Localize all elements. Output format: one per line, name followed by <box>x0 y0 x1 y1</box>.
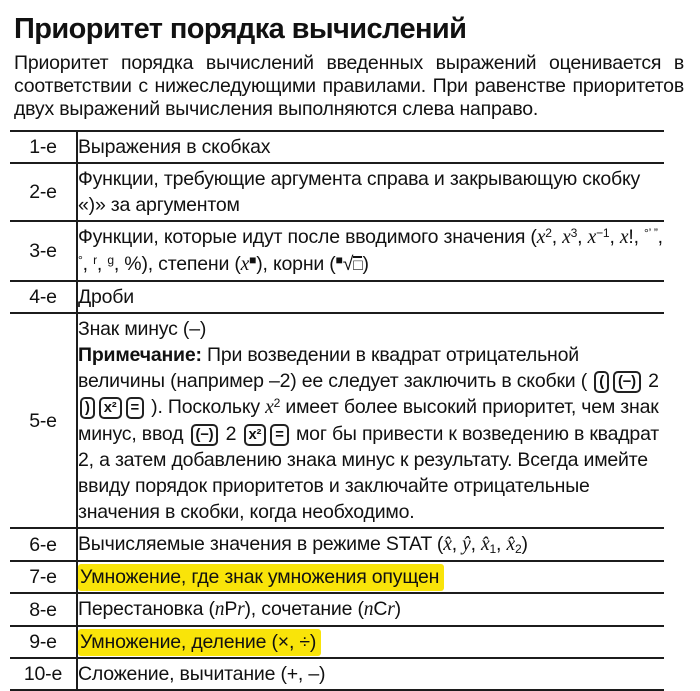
desc-cell <box>77 593 664 626</box>
table-row <box>10 281 664 313</box>
table-row <box>10 593 664 626</box>
rank-cell: 8-е <box>10 593 77 626</box>
calculator-key: ) <box>80 397 95 420</box>
rank-cell: 7-е <box>10 561 77 593</box>
desc-cell <box>77 626 664 658</box>
rank-cell: 6-е <box>10 528 77 561</box>
desc-cell <box>77 313 664 528</box>
rank-cell: 10-е <box>10 658 77 690</box>
rank-cell: 3-е <box>10 221 77 281</box>
desc-content: Выражения в скобках <box>78 136 271 158</box>
priority-table-body <box>10 131 664 690</box>
desc-cell <box>77 281 664 313</box>
intro-paragraph: Приоритет порядка вычислений введенных выражений оценивается в соответствии с нижеследующими правилами. При равенстве приоритетов двух выражений вычисления выполняются слева направо. <box>14 52 684 120</box>
priority-table <box>10 130 664 691</box>
page-title: Приоритет порядка вычислений <box>14 13 467 45</box>
desc-content: Функции, которые идут после вводимого значения ($x^2$, $x^3$, $x^{-1}$, x!, °’ ”, °, $^r$, $^g$, %), степени (x■), корни (■√□) <box>78 226 663 275</box>
calculator-key: (−) <box>613 371 641 394</box>
calculator-key: = <box>270 424 288 447</box>
table-row <box>10 313 664 528</box>
calculator-key: = <box>126 397 144 420</box>
calculator-key: x² <box>244 424 267 447</box>
desc-content: Знак минус (–) Примечание: При возведении в квадрат отрицательной величины (например –2) ее следует заключить в скобки ( ( (−) 2 ) x² = ). Поскольку $x^2$ имеет более высокий приоритет, чем знак минус, ввод (−) 2 x² = мог бы привести к возведению в квадрат 2, а затем добавлению знака минус к результату. Всегда имейте ввиду порядок приоритетов и заключайте отрицательные значения в скобки, когда необходимо. <box>78 318 660 523</box>
calculator-key: (−) <box>191 424 219 447</box>
table-row <box>10 658 664 690</box>
rank-cell: 4-е <box>10 281 77 313</box>
desc-cell <box>77 658 664 690</box>
calculator-key: ( <box>594 371 609 394</box>
desc-cell <box>77 163 664 221</box>
table-row <box>10 163 664 221</box>
rank-cell: 1-е <box>10 131 77 163</box>
desc-content: Вычисляемые значения в режиме STAT (x̂, ŷ, x̂1, x̂2) <box>78 533 528 557</box>
desc-cell <box>77 528 664 561</box>
rank-cell: 9-е <box>10 626 77 658</box>
highlighted-desc-content: Умножение, где знак умножения опущен <box>78 564 444 591</box>
desc-content: Сложение, вычитание (+, –) <box>78 663 326 685</box>
desc-content: Функции, требующие аргумента справа и закрывающую скобку «)» за аргументом <box>78 168 641 216</box>
table-row <box>10 528 664 561</box>
desc-cell <box>77 561 664 593</box>
rank-cell: 5-е <box>10 313 77 528</box>
table-row <box>10 561 664 593</box>
desc-content: Дроби <box>78 286 134 308</box>
table-row <box>10 626 664 658</box>
calculator-key: x² <box>99 397 122 420</box>
desc-cell <box>77 131 664 163</box>
table-row <box>10 131 664 163</box>
rank-cell: 2-е <box>10 163 77 221</box>
desc-cell <box>77 221 664 281</box>
table-row <box>10 221 664 281</box>
highlighted-desc-content: Умножение, деление (×, ÷) <box>78 629 321 656</box>
desc-content: Перестановка (nPr), сочетание (nCr) <box>78 598 401 620</box>
